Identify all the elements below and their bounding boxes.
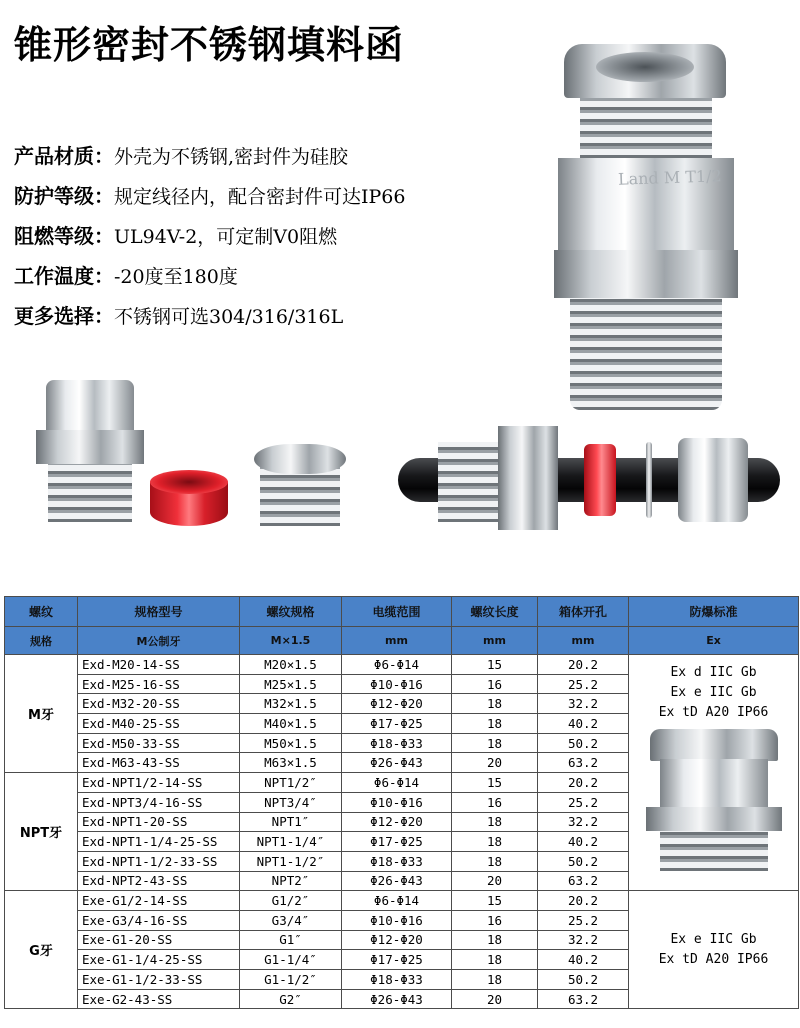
length-cell: 18 <box>452 714 538 734</box>
hole-cell: 40.2 <box>538 950 629 970</box>
thread-cell: M40×1.5 <box>240 714 342 734</box>
cable-cell: Φ10-Φ16 <box>342 674 452 694</box>
cable-cell: Φ18-Φ33 <box>342 851 452 871</box>
seal-top <box>150 470 228 494</box>
cable-cell: Φ26-Φ43 <box>342 989 452 1009</box>
spec-value: 不锈钢可选304/316/316L <box>114 306 344 328</box>
header-cell: 防爆标准 <box>629 597 799 627</box>
part-nut-photo <box>254 444 346 528</box>
assembly-nut <box>678 438 748 522</box>
spec-label: 工作温度： <box>14 264 114 288</box>
header-cell: 螺纹规格 <box>240 597 342 627</box>
header-cell: mm <box>342 627 452 655</box>
thread-cell: G1-1/4″ <box>240 950 342 970</box>
length-cell: 18 <box>452 950 538 970</box>
cable-cell: Φ12-Φ20 <box>342 812 452 832</box>
model-cell: Exd-NPT2-43-SS <box>78 871 240 891</box>
hole-cell: 40.2 <box>538 714 629 734</box>
spec-temperature <box>14 256 405 296</box>
thread-cell: M25×1.5 <box>240 674 342 694</box>
main-product-photo <box>554 44 738 376</box>
hole-cell: 50.2 <box>538 851 629 871</box>
spec-options <box>14 296 405 336</box>
header-cell: 箱体开孔 <box>538 597 629 627</box>
cable-cell: Φ6-Φ14 <box>342 773 452 793</box>
cable-cell: Φ12-Φ20 <box>342 930 452 950</box>
part-thread <box>48 464 132 522</box>
model-cell: Exd-M50-33-SS <box>78 733 240 753</box>
thread-cell: G1″ <box>240 930 342 950</box>
spec-value: 外壳为不锈钢,密封件为硅胶 <box>114 146 349 168</box>
model-cell: Exd-M20-14-SS <box>78 655 240 675</box>
length-cell: 18 <box>452 733 538 753</box>
model-cell: Exd-M32-20-SS <box>78 694 240 714</box>
length-cell: 18 <box>452 832 538 852</box>
model-cell: Exe-G1-1/2-33-SS <box>78 970 240 990</box>
hole-cell: 50.2 <box>538 970 629 990</box>
hole-cell: 32.2 <box>538 694 629 714</box>
header-cell: 螺纹 <box>5 597 78 627</box>
standard-line: Ex d IIC Gb <box>670 665 757 680</box>
thread-cell: G1-1/2″ <box>240 970 342 990</box>
hole-cell: 40.2 <box>538 832 629 852</box>
length-cell: 16 <box>452 674 538 694</box>
spec-value: 规定线径内，配合密封件可达IP66 <box>114 186 406 208</box>
model-cell: Exd-NPT3/4-16-SS <box>78 792 240 812</box>
length-cell: 15 <box>452 891 538 911</box>
cable-cell: Φ12-Φ20 <box>342 694 452 714</box>
hole-cell: 50.2 <box>538 733 629 753</box>
spec-list <box>14 136 405 336</box>
spec-label: 产品材质： <box>14 144 114 168</box>
hole-cell: 32.2 <box>538 812 629 832</box>
standard-line: Ex e IIC Gb <box>670 931 757 947</box>
cable-cell: Φ18-Φ33 <box>342 733 452 753</box>
cable-cell: Φ17-Φ25 <box>342 950 452 970</box>
photo-thread <box>570 298 722 410</box>
assembly-thread <box>438 442 500 522</box>
model-cell: Exd-NPT1-20-SS <box>78 812 240 832</box>
cable-cell: Φ17-Φ25 <box>342 714 452 734</box>
model-cell: Exd-NPT1-1/4-25-SS <box>78 832 240 852</box>
header-cell: mm <box>538 627 629 655</box>
length-cell: 18 <box>452 694 538 714</box>
small-nut <box>646 807 782 831</box>
hole-cell: 63.2 <box>538 753 629 773</box>
part-thread <box>260 466 340 526</box>
part-top <box>46 380 134 432</box>
thread-cell: NPT3/4″ <box>240 792 342 812</box>
thread-cell: M63×1.5 <box>240 753 342 773</box>
cable-cell: Φ17-Φ25 <box>342 832 452 852</box>
spec-label: 防护等级： <box>14 184 114 208</box>
table-header-row <box>5 597 799 627</box>
assembly-hex <box>498 426 558 530</box>
small-body <box>660 759 768 809</box>
thread-cell: NPT2″ <box>240 871 342 891</box>
length-cell: 16 <box>452 792 538 812</box>
spec-value: UL94V-2，可定制V0阻燃 <box>114 226 338 248</box>
photo-nut <box>554 250 738 298</box>
table-subheader-row <box>5 627 799 655</box>
model-cell: Exd-M25-16-SS <box>78 674 240 694</box>
hole-cell: 25.2 <box>538 910 629 930</box>
group-label: G牙 <box>5 891 78 1009</box>
cable-cell: Φ18-Φ33 <box>342 970 452 990</box>
spec-value: -20度至180度 <box>114 266 238 288</box>
hole-cell: 25.2 <box>538 674 629 694</box>
hole-cell: 20.2 <box>538 655 629 675</box>
standard-cell-g <box>629 891 799 1009</box>
standard-line: Ex e IIC Gb <box>670 685 757 700</box>
assembly-seal <box>584 444 616 516</box>
header-cell: M×1.5 <box>240 627 342 655</box>
model-cell: Exd-NPT1-1/2-33-SS <box>78 851 240 871</box>
thread-cell: M32×1.5 <box>240 694 342 714</box>
header-cell: M公制牙 <box>78 627 240 655</box>
hole-cell: 20.2 <box>538 891 629 911</box>
thread-cell: M20×1.5 <box>240 655 342 675</box>
assembly-photo <box>398 420 780 532</box>
seal-ring-photo <box>150 470 228 528</box>
length-cell: 15 <box>452 655 538 675</box>
model-cell: Exe-G3/4-16-SS <box>78 910 240 930</box>
thread-cell: M50×1.5 <box>240 733 342 753</box>
model-cell: Exe-G1-20-SS <box>78 930 240 950</box>
standard-cell-m-npt <box>629 655 799 891</box>
standard-line: Ex tD A20 IP66 <box>658 705 769 720</box>
standard-line: Ex tD A20 IP66 <box>658 951 769 967</box>
model-cell: Exe-G2-43-SS <box>78 989 240 1009</box>
cable-cell: Φ10-Φ16 <box>342 792 452 812</box>
header-cell: 规格型号 <box>78 597 240 627</box>
part-hex <box>254 444 346 474</box>
header-cell: 螺纹长度 <box>452 597 538 627</box>
spec-label: 更多选择： <box>14 304 114 328</box>
photo-thread <box>580 98 712 158</box>
standard-product-photo <box>644 729 784 871</box>
group-label: M牙 <box>5 655 78 773</box>
length-cell: 16 <box>452 910 538 930</box>
part-hex <box>36 430 144 464</box>
photo-cap <box>564 44 726 98</box>
header-cell: 电缆范围 <box>342 597 452 627</box>
length-cell: 15 <box>452 773 538 793</box>
part-body-photo <box>36 380 144 526</box>
hole-cell: 32.2 <box>538 930 629 950</box>
model-cell: Exe-G1/2-14-SS <box>78 891 240 911</box>
length-cell: 18 <box>452 930 538 950</box>
group-label: NPT牙 <box>5 773 78 891</box>
hole-cell: 63.2 <box>538 989 629 1009</box>
thread-cell: NPT1″ <box>240 812 342 832</box>
thread-cell: NPT1-1/2″ <box>240 851 342 871</box>
header-cell: 规格 <box>5 627 78 655</box>
spec-material <box>14 136 405 176</box>
model-cell: Exd-M40-25-SS <box>78 714 240 734</box>
header-cell: Ex <box>629 627 799 655</box>
header-cell: mm <box>452 627 538 655</box>
table-row <box>5 655 799 675</box>
spec-flame <box>14 216 405 256</box>
assembly-washer <box>646 442 652 518</box>
length-cell: 20 <box>452 871 538 891</box>
cable-cell: Φ6-Φ14 <box>342 891 452 911</box>
cable-cell: Φ10-Φ16 <box>342 910 452 930</box>
cable-cell: Φ26-Φ43 <box>342 871 452 891</box>
length-cell: 20 <box>452 753 538 773</box>
small-thread <box>660 831 768 871</box>
length-cell: 18 <box>452 851 538 871</box>
hole-cell: 20.2 <box>538 773 629 793</box>
model-cell: Exd-M63-43-SS <box>78 753 240 773</box>
length-cell: 20 <box>452 989 538 1009</box>
spec-protection <box>14 176 405 216</box>
model-cell: Exd-NPT1/2-14-SS <box>78 773 240 793</box>
table-row <box>5 891 799 911</box>
spec-table <box>4 596 799 1009</box>
length-cell: 18 <box>452 812 538 832</box>
hole-cell: 63.2 <box>538 871 629 891</box>
hole-cell: 25.2 <box>538 792 629 812</box>
model-cell: Exe-G1-1/4-25-SS <box>78 950 240 970</box>
cable-cell: Φ26-Φ43 <box>342 753 452 773</box>
spec-label: 阻燃等级： <box>14 224 114 248</box>
thread-cell: NPT1/2″ <box>240 773 342 793</box>
small-cap <box>650 729 778 761</box>
page-title: 锥形密封不锈钢填料函 <box>14 23 405 67</box>
thread-cell: NPT1-1/4″ <box>240 832 342 852</box>
length-cell: 18 <box>452 970 538 990</box>
thread-cell: G1/2″ <box>240 891 342 911</box>
cable-cell: Φ6-Φ14 <box>342 655 452 675</box>
thread-cell: G3/4″ <box>240 910 342 930</box>
photo-engraving: Land M T1/2 <box>617 166 722 189</box>
thread-cell: G2″ <box>240 989 342 1009</box>
